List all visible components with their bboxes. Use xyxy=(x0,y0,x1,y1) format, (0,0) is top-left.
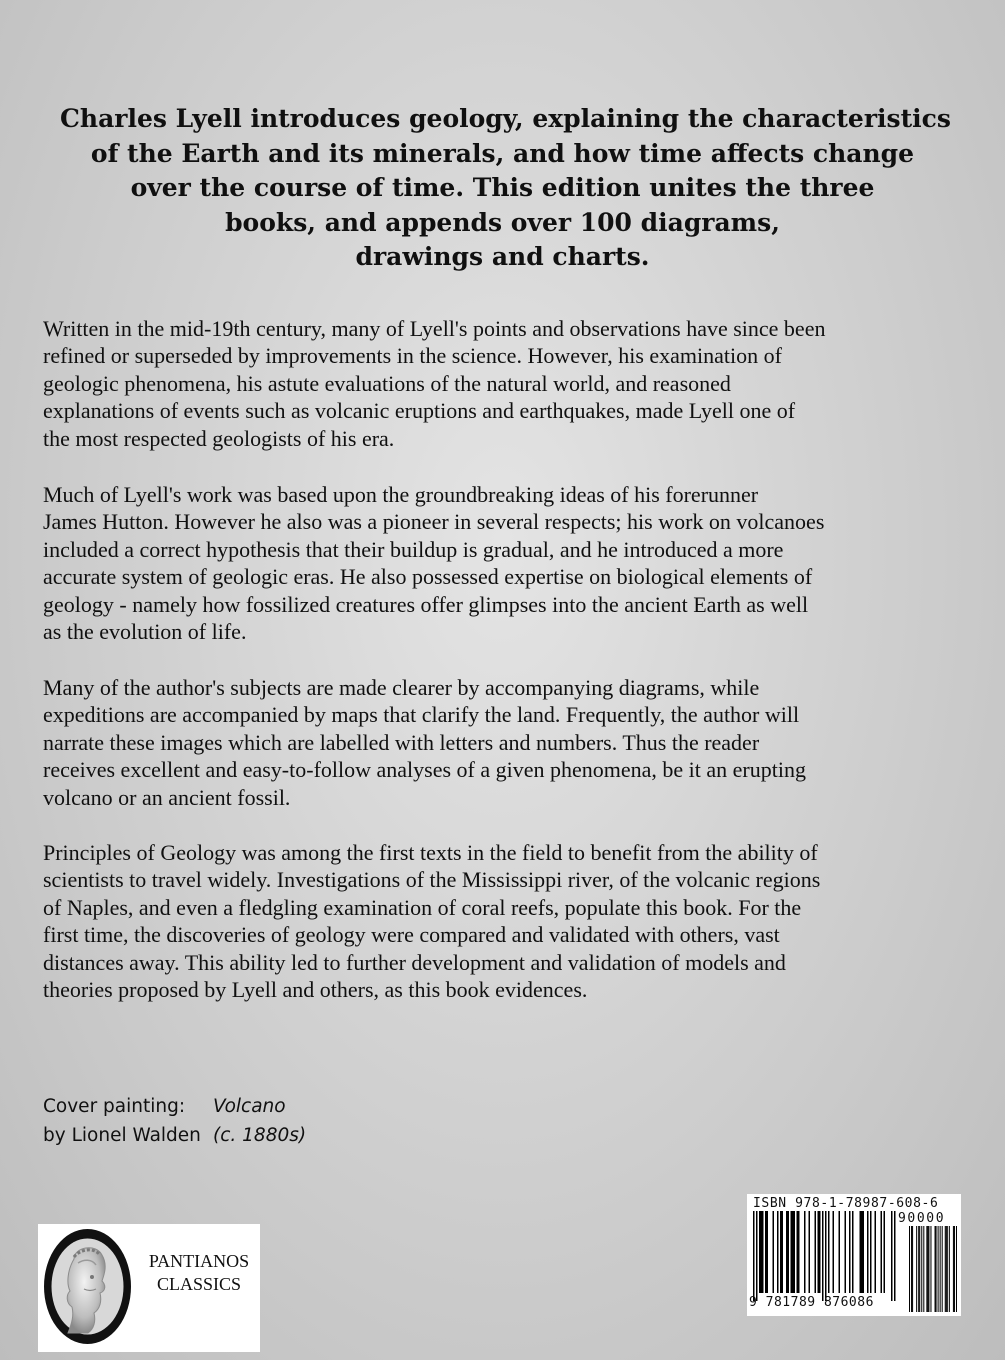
barcode-bar xyxy=(852,1211,854,1293)
barcode-bar xyxy=(773,1211,775,1293)
publisher-name-line-1: PANTIANOS xyxy=(148,1251,250,1271)
paragraph-line: refined or superseded by improvements in the science. However, his examination of xyxy=(43,343,782,369)
barcode-bar xyxy=(761,1211,763,1293)
barcode-bar xyxy=(804,1211,806,1293)
barcode-bar xyxy=(818,1211,820,1293)
barcode-bar xyxy=(759,1211,761,1293)
painting-date: (c. 1880s) xyxy=(213,1125,307,1146)
barcode-bar xyxy=(782,1211,784,1293)
addon-bar xyxy=(912,1226,913,1312)
paragraph-line: the most respected geologists of his era. xyxy=(43,425,395,451)
barcode-bar xyxy=(822,1211,824,1301)
painter-credit xyxy=(43,1124,307,1148)
paragraph-line: receives excellent and easy-to-follow analyses of a given phenomena, be it an erupting xyxy=(43,757,806,783)
description-paragraph-4 xyxy=(43,839,993,1003)
barcode-bar xyxy=(870,1211,872,1293)
barcode-bar xyxy=(845,1211,847,1293)
paragraph-line: included a correct hypothesis that their buildup is gradual, and he introduced a more xyxy=(43,536,784,562)
barcode-bar xyxy=(819,1211,821,1293)
addon-bar xyxy=(946,1226,947,1312)
description-paragraph-1 xyxy=(43,315,993,452)
blurb-line: over the course of time. This edition unites the three xyxy=(130,173,875,202)
blurb xyxy=(60,102,951,275)
addon-bar xyxy=(911,1226,912,1312)
cover-painting-credit xyxy=(43,1095,286,1119)
barcode-bar xyxy=(875,1211,877,1293)
barcode-bar xyxy=(833,1211,835,1293)
publisher-logo xyxy=(38,1224,260,1352)
addon-bar xyxy=(940,1226,941,1312)
addon-bar xyxy=(916,1226,917,1312)
barcode-bar xyxy=(765,1211,767,1293)
barcode-bar xyxy=(863,1211,865,1293)
barcode-bar xyxy=(792,1211,794,1293)
paragraph-line: scientists to travel widely. Investigations of the Mississippi river, of the volcanic regions xyxy=(43,867,821,893)
isbn-barcode xyxy=(747,1194,961,1316)
addon-bar xyxy=(949,1226,950,1312)
description-paragraph-3 xyxy=(43,674,993,811)
barcode-bar xyxy=(867,1211,869,1293)
barcode-bar xyxy=(860,1211,862,1293)
paragraph-line: theories proposed by Lyell and others, as this book evidences. xyxy=(43,977,588,1003)
barcode-bar xyxy=(809,1211,811,1293)
publisher-name xyxy=(138,1250,260,1296)
addon-bar xyxy=(956,1226,957,1312)
barcode-bar xyxy=(788,1211,790,1293)
addon-bar xyxy=(954,1226,955,1312)
barcode-bar xyxy=(849,1211,851,1293)
price-code-label: 90000 xyxy=(898,1211,946,1226)
paragraph-line: distances away. This ability led to further development and validation of models and xyxy=(43,949,786,975)
addon-bar xyxy=(930,1226,931,1312)
barcode-bar xyxy=(839,1211,841,1293)
paragraph-line: geologic phenomena, his astute evaluations of the natural world, and reasoned xyxy=(43,370,731,396)
blurb-line: Charles Lyell introduces geology, explaining the characteristics xyxy=(60,104,951,133)
barcode-bar xyxy=(791,1211,793,1293)
barcode-bar xyxy=(894,1211,896,1301)
painter-name: by Lionel Walden xyxy=(43,1125,201,1146)
addon-bar xyxy=(942,1226,943,1312)
classical-head-medallion-icon xyxy=(44,1229,131,1344)
addon-bar xyxy=(938,1226,939,1312)
blurb-line: drawings and charts. xyxy=(355,242,650,271)
paragraph-line: geology - namely how fossilized creatures offer glimpses into the ancient Earth as well xyxy=(43,591,809,617)
paragraph-line: explanations of events such as volcanic eruptions and earthquakes, made Lyell one of xyxy=(43,398,796,424)
paragraph-line: Written in the mid-19th century, many of Lyell's points and observations have since been xyxy=(43,316,826,341)
addon-bar xyxy=(935,1226,936,1312)
barcode-bar xyxy=(798,1211,800,1293)
addon-bar xyxy=(945,1226,946,1312)
barcode-bar xyxy=(815,1211,817,1293)
paragraph-line: Many of the author's subjects are made clearer by accompanying diagrams, while xyxy=(43,675,760,700)
barcode-bar xyxy=(753,1211,755,1301)
ean-digits-label: 9 781789 876086 xyxy=(749,1295,874,1310)
barcode-bar xyxy=(780,1211,782,1293)
addon-bar xyxy=(927,1226,928,1312)
addon-bar xyxy=(909,1226,910,1312)
paragraph-line: accurate system of geologic eras. He also possessed expertise on biological elements of xyxy=(43,564,813,590)
blurb-line: of the Earth and its minerals, and how time affects change xyxy=(90,138,915,168)
barcode-bar xyxy=(828,1211,830,1293)
barcode-bar xyxy=(881,1211,883,1293)
barcode-bar xyxy=(767,1211,769,1293)
barcode-bar xyxy=(891,1211,893,1301)
blurb-line: books, and appends over 100 diagrams, xyxy=(225,207,780,237)
barcode-bar xyxy=(756,1211,758,1301)
addon-bar xyxy=(918,1226,919,1312)
barcode-bar xyxy=(825,1211,827,1301)
addon-bar xyxy=(953,1226,954,1312)
painting-title: Volcano xyxy=(213,1096,286,1117)
publisher-name-line-2: CLASSICS xyxy=(156,1274,242,1294)
barcode-bar xyxy=(884,1211,886,1293)
addon-bar xyxy=(947,1226,948,1312)
paragraph-line: of Naples, and even a fledgling examination of coral reefs, populate this book. For the xyxy=(43,894,802,920)
isbn-label: ISBN 978-1-78987-608-6 xyxy=(753,1196,939,1211)
paragraph-line: volcano or an ancient fossil. xyxy=(43,784,291,810)
barcode-bar xyxy=(797,1211,799,1293)
barcode-bar xyxy=(861,1211,863,1293)
addon-bar xyxy=(928,1226,929,1312)
addon-bar xyxy=(919,1226,920,1312)
barcode-bar xyxy=(777,1211,779,1293)
paragraph-line: as the evolution of life. xyxy=(43,619,247,645)
paragraph-line: James Hutton. However he also was a pioneer in several respects; his work on volcanoes xyxy=(43,509,825,535)
paragraph-line: expeditions are accompanied by maps that clarify the land. Frequently, the author will xyxy=(43,702,800,728)
description-paragraph-2 xyxy=(43,481,993,645)
barcode-bar xyxy=(762,1211,764,1293)
paragraph-line: narrate these images which are labelled with letters and numbers. Thus the reader xyxy=(43,729,760,755)
addon-bar xyxy=(926,1226,927,1312)
paragraph-line: first time, the discoveries of geology were compared and validated with others, vast xyxy=(43,922,780,948)
paragraph-line: Principles of Geology was among the first texts in the field to benefit from the ability of xyxy=(43,840,818,865)
barcode-bar xyxy=(786,1211,788,1293)
credit-label: Cover painting: xyxy=(43,1096,186,1117)
addon-bar xyxy=(921,1226,922,1312)
paragraph-line: Much of Lyell's work was based upon the groundbreaking ideas of his forerunner xyxy=(43,482,759,507)
addon-bar xyxy=(923,1226,924,1312)
addon-bar xyxy=(936,1226,937,1312)
barcode-bar xyxy=(794,1211,796,1293)
